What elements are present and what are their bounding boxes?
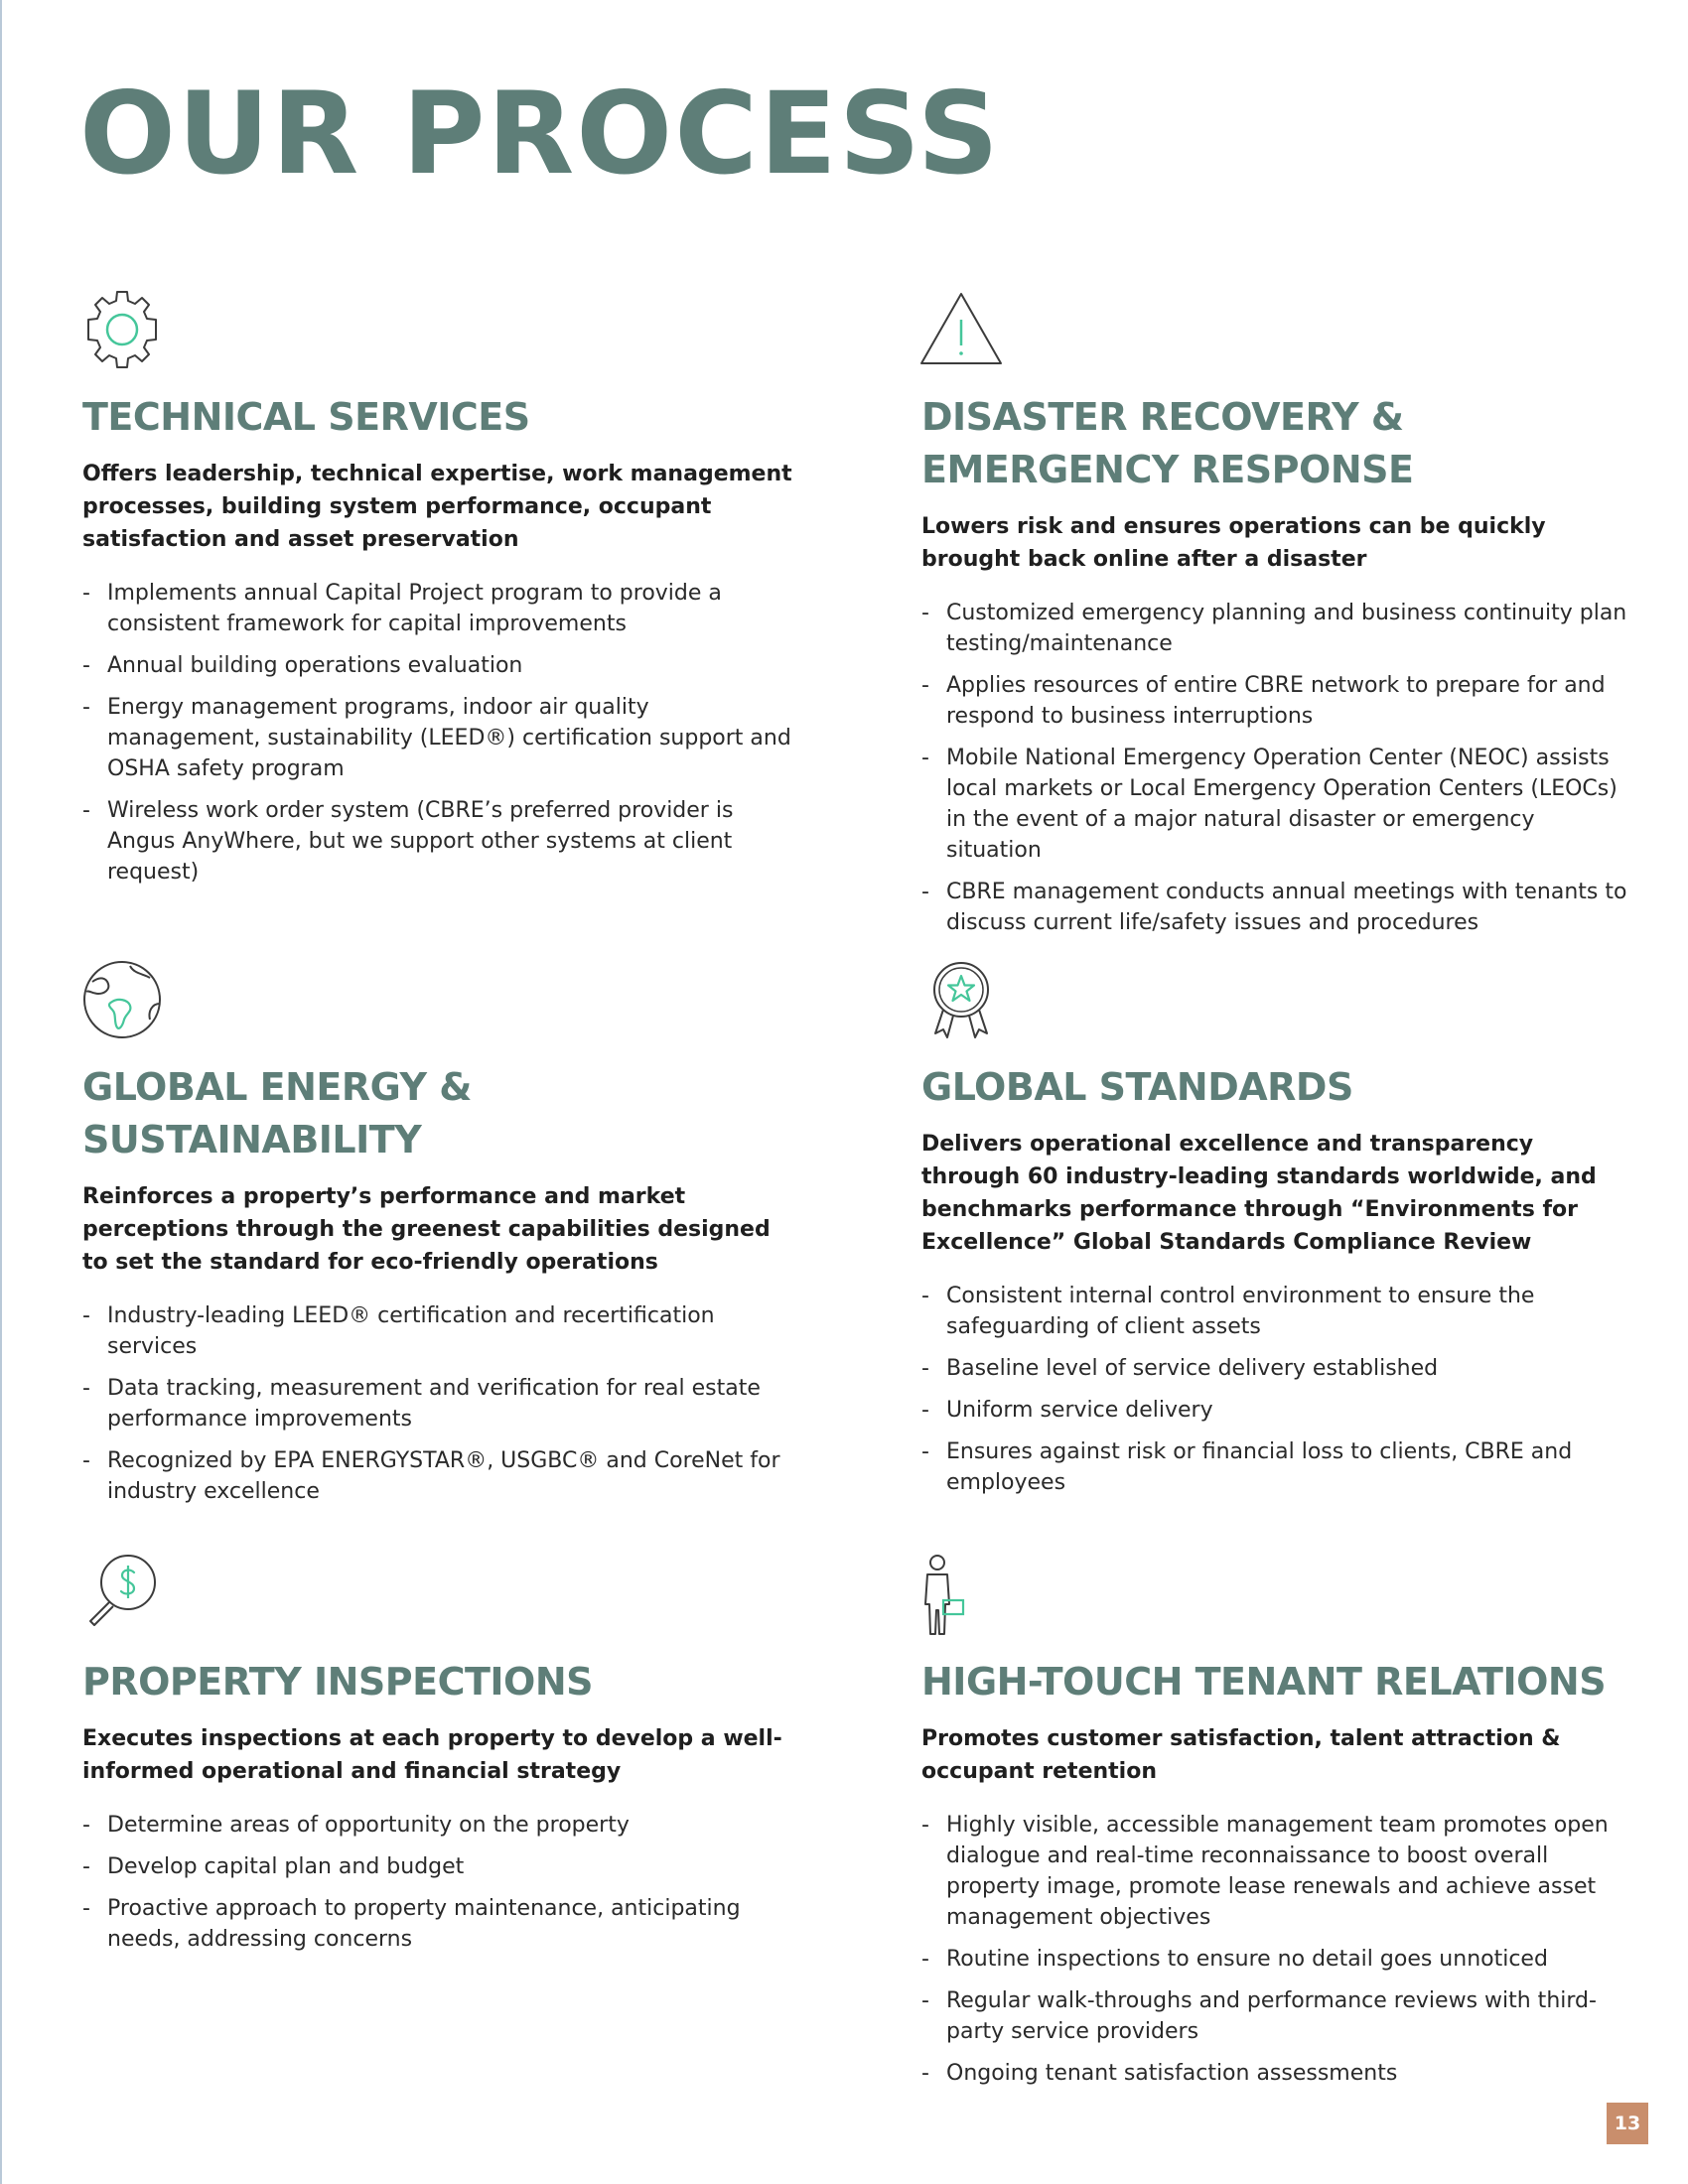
list-item: - Applies resources of entire CBRE network to prepare for and respond to business interruptions — [921, 670, 1636, 732]
page-edge-rule — [0, 0, 2, 2184]
list-item: - Consistent internal control environment to ensure the safeguarding of client assets — [921, 1281, 1636, 1342]
list-item: - Uniform service delivery — [921, 1395, 1636, 1426]
section-title: TECHNICAL SERVICES — [82, 395, 530, 439]
section-intro: Executes inspections at each property to develop a well-informed operational and financial strategy — [82, 1726, 782, 1784]
list-item: - Data tracking, measurement and verification for real estate performance improvements — [82, 1373, 797, 1434]
list-item: - Wireless work order system (CBRE’s preferred provider is Angus AnyWhere, but we support other systems at client request) — [82, 795, 797, 887]
list-item: - CBRE management conducts annual meetings with tenants to discuss current life/safety issues and procedures — [921, 877, 1636, 938]
list-item: - Annual building operations evaluation — [82, 650, 797, 681]
section-technical-services — [82, 286, 797, 898]
list-item: - Proactive approach to property maintenance, anticipating needs, addressing concerns — [82, 1893, 797, 1955]
list-item: - Energy management programs, indoor air quality management, sustainability (LEED®) certification support and OSHA safety program — [82, 692, 797, 784]
list-item: - Implements annual Capital Project program to provide a consistent framework for capital improvements — [82, 578, 797, 639]
section-property-inspections — [82, 1551, 797, 1966]
bullet-list — [921, 1281, 1636, 1498]
list-item: - Ensures against risk or financial loss to clients, CBRE and employees — [921, 1436, 1636, 1498]
award-ribbon-icon — [917, 956, 1005, 1043]
bullet-list — [82, 578, 797, 887]
list-item: - Routine inspections to ensure no detail goes unnoticed — [921, 1944, 1636, 1975]
list-item: - Highly visible, accessible management team promotes open dialogue and real-time reconnaissance to boost overall property image, promote lease renewals and achieve asset management objectives — [921, 1810, 1636, 1933]
section-title: GLOBAL ENERGY & SUSTAINABILITY — [82, 1065, 472, 1161]
section-global-standards — [921, 956, 1636, 1509]
section-intro: Promotes customer satisfaction, talent attraction & occupant retention — [921, 1726, 1561, 1784]
person-briefcase-icon — [917, 1551, 1005, 1638]
page-title: OUR PROCESS — [79, 68, 1001, 200]
bullet-list — [921, 1810, 1636, 2089]
section-tenant-relations — [921, 1551, 1636, 2100]
bullet-list — [921, 598, 1636, 938]
list-item: - Determine areas of opportunity on the property — [82, 1810, 797, 1841]
section-intro: Offers leadership, technical expertise, work management processes, building system performance, occupant satisfaction and asset preservation — [82, 462, 792, 552]
bullet-list — [82, 1300, 797, 1507]
section-disaster-recovery — [921, 286, 1636, 949]
section-title: GLOBAL STANDARDS — [921, 1065, 1353, 1109]
list-item: - Recognized by EPA ENERGYSTAR®, USGBC® and CoreNet for industry excellence — [82, 1445, 797, 1507]
bullet-list — [82, 1810, 797, 1955]
section-global-energy — [82, 956, 797, 1518]
section-intro: Reinforces a property’s performance and market perceptions through the greenest capabilities designed to set the standard for eco-friendly operations — [82, 1184, 771, 1275]
magnifier-dollar-icon — [78, 1551, 166, 1638]
section-intro: Lowers risk and ensures operations can be quickly brought back online after a disaster — [921, 514, 1546, 572]
page-number: 13 — [1607, 2103, 1648, 2144]
list-item: - Develop capital plan and budget — [82, 1851, 797, 1882]
list-item: - Baseline level of service delivery established — [921, 1353, 1636, 1384]
section-intro: Delivers operational excellence and transparency through 60 industry-leading standards worldwide, and benchmarks performance through “Environments for Excellence” Global Standards Compliance Review — [921, 1132, 1597, 1255]
gear-icon — [78, 286, 166, 373]
list-item: - Ongoing tenant satisfaction assessments — [921, 2058, 1636, 2089]
section-title: DISASTER RECOVERY & EMERGENCY RESPONSE — [921, 395, 1414, 491]
list-item: - Customized emergency planning and business continuity plan testing/maintenance — [921, 598, 1636, 659]
section-title: PROPERTY INSPECTIONS — [82, 1660, 593, 1704]
section-title: HIGH-TOUCH TENANT RELATIONS — [921, 1660, 1607, 1704]
warning-triangle-icon — [917, 286, 1005, 373]
list-item: - Industry-leading LEED® certification and recertification services — [82, 1300, 797, 1362]
list-item: - Regular walk-throughs and performance reviews with third-party service providers — [921, 1985, 1636, 2047]
globe-icon — [78, 956, 166, 1043]
list-item: - Mobile National Emergency Operation Center (NEOC) assists local markets or Local Emergency Operation Centers (LEOCs) in the event of a major natural disaster or emergency situation — [921, 743, 1636, 866]
